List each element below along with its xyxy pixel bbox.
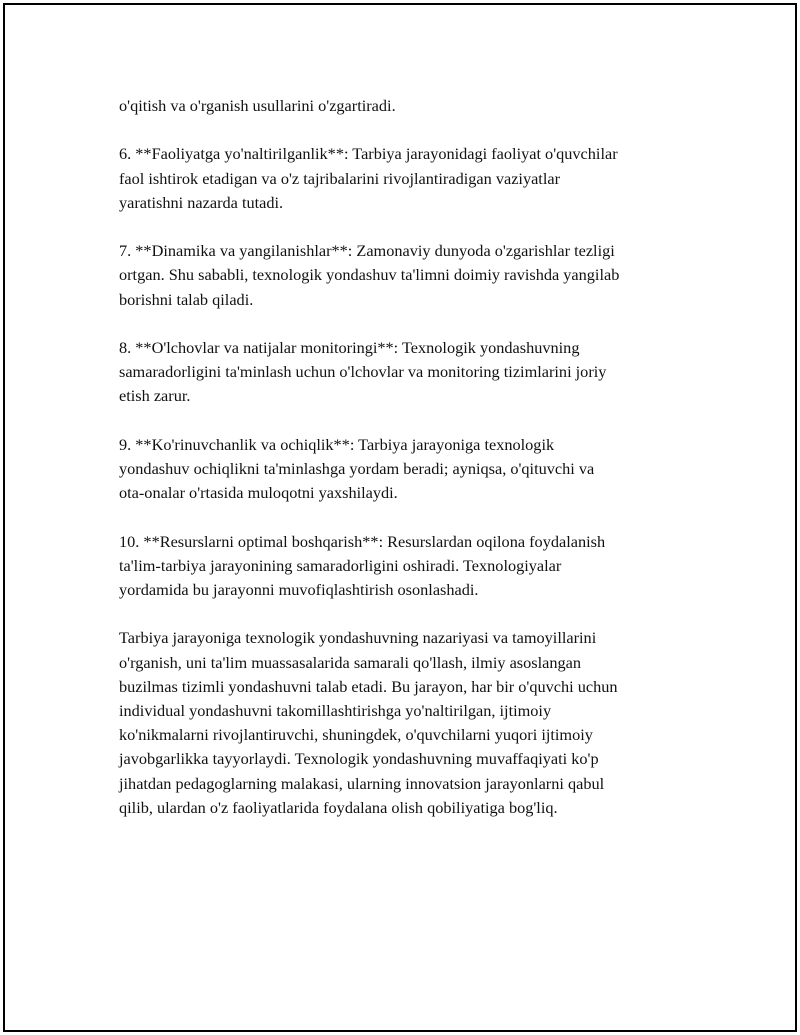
text-line: 8. **O'lchovlar va natijalar monitoringi**: Texnologik yondashuvning [119,337,580,357]
paragraph-conclusion [119,626,679,820]
paragraph-item-7 [119,239,679,312]
text-line: 9. **Ko'rinuvchanlik va ochiqlik**: Tarbiya jarayoniga texnologik [119,434,555,454]
document-page [3,3,797,1032]
text-line: ota-onalar o'rtasida muloqotni yaxshilaydi. [119,483,398,503]
text-line: ta'lim-tarbiya jarayonining samaradorligini oshiradi. Texnologiyalar [119,555,562,575]
paragraph-item-9 [119,433,679,506]
text-line: etish zarur. [119,386,191,406]
text-line: samaradorligini ta'minlash uchun o'lchovlar va monitoring tizimlarini joriy [119,362,607,382]
paragraph-gap [119,602,679,626]
text-line: yordamida bu jarayonni muvofiqlashtirish osonlashadi. [119,579,479,599]
text-line: yondashuv ochiqlikni ta'minlashga yordam beradi; ayniqsa, o'qituvchi va [119,458,595,478]
text-line: o'qitish va o'rganish usullarini o'zgartiradi. [119,96,396,115]
text-line: jihatdan pedagoglarning malakasi, ularning innovatsion jarayonlarni qabul [119,773,605,793]
paragraph-gap [119,505,679,529]
text-line: ortgan. Shu sababli, texnologik yondashuv ta'limni doimiy ravishda yangilab [119,265,620,285]
text-line: individual yondashuvni takomillashtirishga yo'naltirilgan, ijtimoiy [119,700,552,720]
text-line: qilib, ulardan o'z faoliyatlarida foydalana olish qobiliyatiga bog'liq. [119,797,558,817]
text-line: borishni talab qiladi. [119,289,254,309]
text-line: 6. **Faoliyatga yo'naltirilganlik**: Tarbiya jarayonidagi faoliyat o'quvchilar [119,144,618,164]
text-line: javobgarlikka tayyorlaydi. Texnologik yondashuvning muvaffaqiyati ko'p [119,749,599,769]
paragraph-item-10 [119,530,679,603]
paragraph-item-8 [119,336,679,409]
paragraph-gap [119,215,679,239]
text-line: 7. **Dinamika va yangilanishlar**: Zamonaviy dunyoda o'zgarishlar tezligi [119,241,615,261]
text-line: buzilmas tizimli yondashuvni talab etadi. Bu jarayon, har bir o'quvchi uchun [119,676,618,696]
text-line: faol ishtirok etadigan va o'z tajribalarini rivojlantiradigan vaziyatlar [119,168,561,188]
paragraph-gap [119,409,679,433]
paragraph-gap [119,118,679,142]
paragraph-item-6 [119,142,679,215]
text-line: ko'nikmalarni rivojlantiruvchi, shuningdek, o'quvchilarni yuqori ijtimoiy [119,725,593,745]
paragraph-intro-tail [119,94,679,118]
paragraph-gap [119,312,679,336]
document-body [119,94,679,820]
text-line: 10. **Resurslarni optimal boshqarish**: Resurslardan oqilona foydalanish [119,531,606,551]
text-line: yaratishni nazarda tutadi. [119,192,284,212]
text-line: Tarbiya jarayoniga texnologik yondashuvning nazariyasi va tamoyillarini [119,628,597,648]
text-line: o'rganish, uni ta'lim muassasalarida samarali qo'llash, ilmiy asoslangan [119,652,582,672]
